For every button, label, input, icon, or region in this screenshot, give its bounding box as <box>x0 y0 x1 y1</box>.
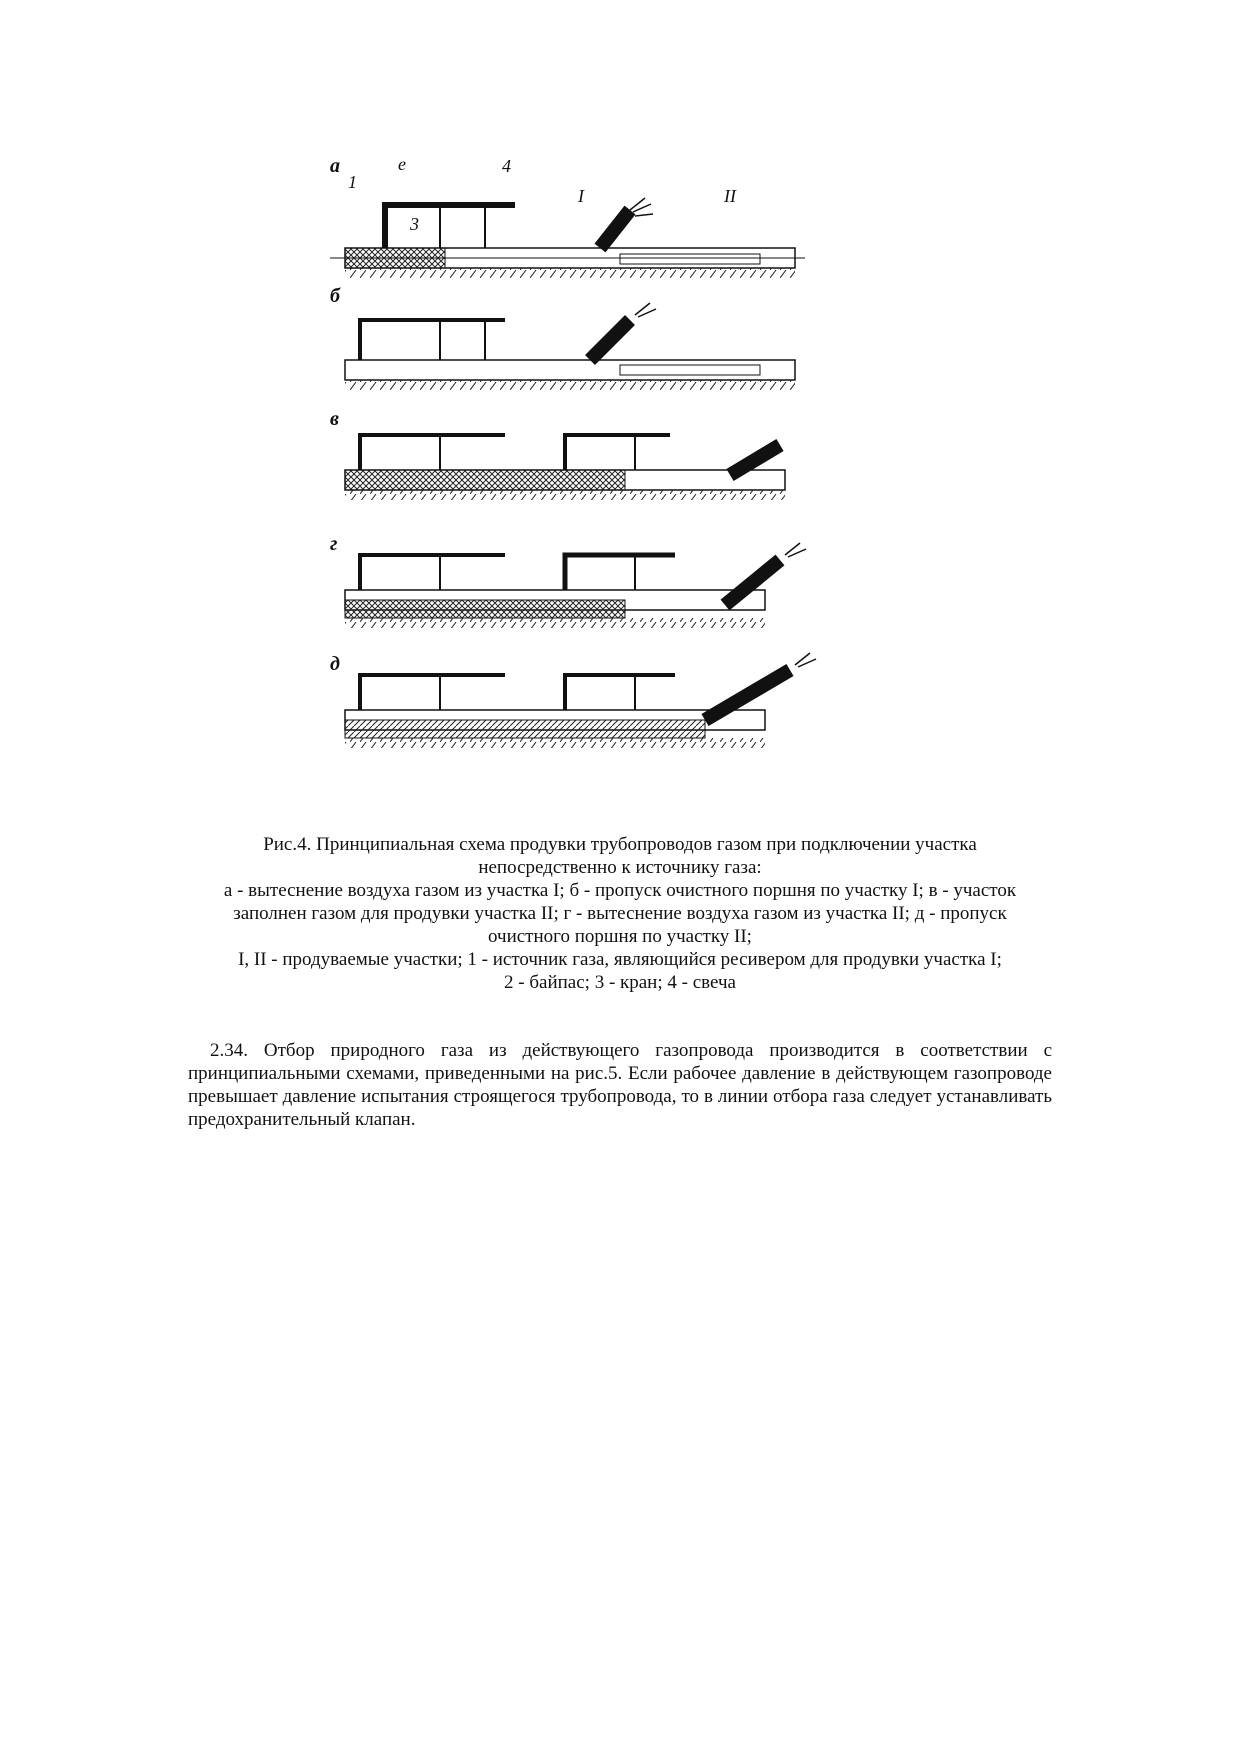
figure-caption <box>180 833 1060 994</box>
caption-line-6: I, II - продуваемые участки; 1 - источник газа, являющийся ресивером для продувки участка I; <box>238 949 1002 970</box>
panel-letter-d: д <box>330 653 340 675</box>
caption-line-5: очистного поршня по участку II; <box>488 926 752 947</box>
label-3: 3 <box>410 214 419 234</box>
panel-b <box>330 285 795 390</box>
label-e: е <box>398 154 406 174</box>
body-paragraph: 2.34. Отбор природного газа из действующего газопровода производится в соответствии с принципиальными схемами, приведенными на рис.5. Если рабочее давление в действующем газопроводе превышает давление испытания строящегося трубопровода, то в линии отбора газа следует устанавливать предохранительный клапан. <box>188 1040 1052 1130</box>
panel-v <box>330 408 785 500</box>
label-sec-I: I <box>578 186 584 206</box>
panel-g <box>330 533 806 628</box>
pipeline-blowdown-figure <box>330 150 910 830</box>
panel-letter-b: б <box>330 285 340 307</box>
label-1: 1 <box>348 172 357 192</box>
label-sec-II: II <box>724 186 736 206</box>
caption-line-4: заполнен газом для продувки участка II; г - вытеснение воздуха газом из участка II; д - пропуск <box>233 903 1007 924</box>
panel-a <box>330 154 805 278</box>
panel-letter-a: а <box>330 155 340 177</box>
caption-line-1: Рис.4. Принципиальная схема продувки трубопроводов газом при подключении участка <box>263 834 977 855</box>
caption-line-7: 2 - байпас; 3 - кран; 4 - свеча <box>504 972 736 993</box>
caption-line-3: а - вытеснение воздуха газом из участка I; б - пропуск очистного поршня по участку I; в - участок <box>223 880 1017 901</box>
caption-line-2: непосредственно к источнику газа: <box>478 857 762 878</box>
panel-letter-v: в <box>330 408 339 430</box>
label-4: 4 <box>502 156 511 176</box>
panel-letter-g: г <box>330 533 338 555</box>
panel-d <box>330 653 816 748</box>
